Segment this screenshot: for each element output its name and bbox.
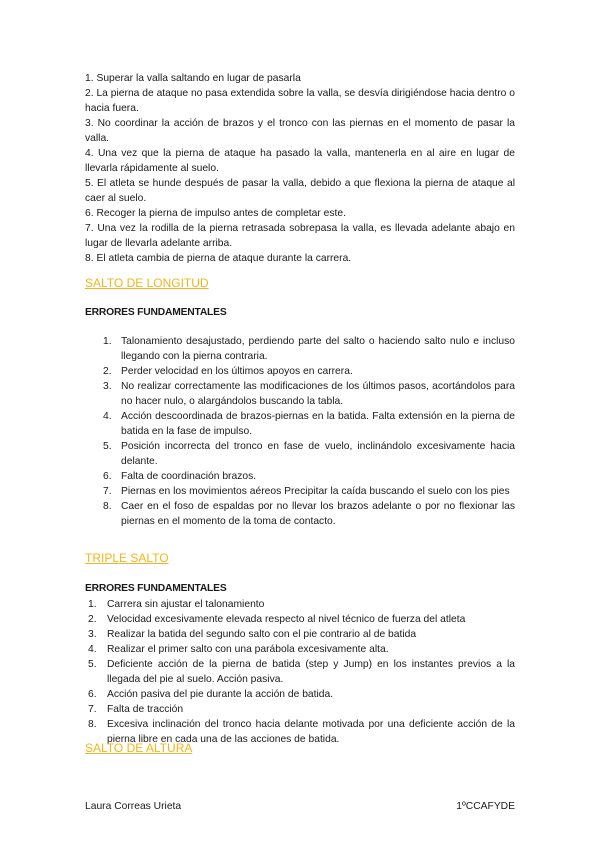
- list-number: 3.: [103, 381, 112, 392]
- list-number: 4.: [103, 411, 112, 422]
- list-item: 5. El atleta se hunde después de pasar la valla, debido a que flexiona la pierna de ataque al caer al suelo.: [85, 178, 515, 204]
- list-item: [85, 597, 515, 612]
- list-item-text: Excesiva inclinación del tronco hacia delante motivada por una deficiente acción de la pierna libre en cada una de las acciones de batida.: [107, 719, 515, 745]
- list-item-text: Talonamiento desajustado, perdiendo parte del salto o haciendo salto nulo e incluso llegando con la pierna contraria.: [121, 336, 515, 362]
- list-item-text: Falta de coordinación brazos.: [121, 471, 257, 482]
- list-item: [103, 439, 515, 469]
- longitud-error-list: [103, 334, 515, 529]
- list-item: 7. Una vez la rodilla de la pierna retrasada sobrepasa la valla, es llevada adelante abajo en lugar de llevarla adelante arriba.: [85, 223, 515, 249]
- list-number: 1.: [103, 336, 112, 347]
- list-number: 6.: [88, 689, 97, 700]
- list-item-text: Realizar la batida del segundo salto con el pie contrario al de batida: [107, 629, 417, 640]
- list-item-text: Acción pasiva del pie durante la acción de batida.: [107, 689, 334, 700]
- list-item-text: Piernas en los movimientos aéreos Precipitar la caída buscando el suelo con los pies: [121, 486, 510, 497]
- triple-error-list: [85, 597, 515, 747]
- list-item: [85, 642, 515, 657]
- footer-course: 1ºCCAFYDE: [456, 801, 515, 812]
- list-item: [103, 334, 515, 364]
- section-title-triple-salto: TRIPLE SALTO: [85, 551, 169, 565]
- list-item: [103, 409, 515, 439]
- list-item: 1. Superar la valla saltando en lugar de pasarla: [85, 73, 301, 84]
- list-item-text: Carrera sin ajustar el talonamiento: [107, 599, 265, 610]
- list-number: 4.: [88, 644, 97, 655]
- list-item-text: Acción descoordinada de brazos-piernas en la batida. Falta extensión en la pierna de batida en la fase de impulso.: [121, 411, 515, 437]
- list-item: [85, 687, 515, 702]
- list-item-text: No realizar correctamente las modificaciones de los últimos pasos, acortándolos para no hacer nulo, o alargándolos buscando la tabla.: [121, 381, 515, 407]
- list-number: 5.: [88, 659, 97, 670]
- list-item: [103, 484, 515, 499]
- first-error-list: [85, 71, 515, 266]
- list-item-text: Velocidad excesivamente elevada respecto al nivel técnico de fuerza del atleta: [107, 614, 466, 625]
- section-subtitle-errores: ERRORES FUNDAMENTALES: [85, 583, 227, 594]
- list-item-text: Realizar el primer salto con una parábola excesivamente alta.: [107, 644, 389, 655]
- list-item: [85, 657, 515, 687]
- list-number: 3.: [88, 629, 97, 640]
- list-item: 6. Recoger la pierna de impulso antes de completar este.: [85, 208, 347, 219]
- footer-author: Laura Correas Urieta: [85, 801, 182, 812]
- list-item-text: Falta de tracción: [107, 704, 184, 715]
- list-item-text: Perder velocidad en los últimos apoyos en carrera.: [121, 366, 353, 377]
- list-number: 8.: [88, 719, 97, 730]
- list-item: [85, 612, 515, 627]
- section-title-salto-altura: SALTO DE ALTURA: [85, 741, 193, 755]
- list-number: 8.: [103, 501, 112, 512]
- list-number: 7.: [103, 486, 112, 497]
- list-item-text: Posición incorrecta del tronco en fase de vuelo, inclinándolo excesivamente hacia delante.: [121, 441, 515, 467]
- list-item-text: Deficiente acción de la pierna de batida (step y Jump) en los instantes previos a la llegada del pie al suelo. Acción pasiva.: [107, 659, 515, 685]
- list-item: [103, 379, 515, 409]
- section-subtitle-errores: ERRORES FUNDAMENTALES: [85, 307, 227, 318]
- list-item: 8. El atleta cambia de pierna de ataque durante la carrera.: [85, 253, 352, 264]
- list-number: 6.: [103, 471, 112, 482]
- list-number: 5.: [103, 441, 112, 452]
- section-title-salto-longitud: SALTO DE LONGITUD: [85, 276, 209, 290]
- list-item: [85, 627, 515, 642]
- list-item: [103, 364, 515, 379]
- list-number: 1.: [88, 599, 97, 610]
- list-item-text: Caer en el foso de espaldas por no llevar los brazos adelante o por no flexionar las piernas en el momento de la toma de contacto.: [121, 501, 515, 527]
- list-item: 3. No coordinar la acción de brazos y el tronco con las piernas en el momento de pasar la valla.: [85, 118, 515, 144]
- list-item: [103, 469, 515, 484]
- list-number: 2.: [103, 366, 112, 377]
- list-item: 4. Una vez que la pierna de ataque ha pasado la valla, mantenerla en al aire en lugar de llevarla rápidamente al suelo.: [85, 148, 515, 174]
- list-item: [103, 499, 515, 529]
- list-item: [85, 702, 515, 717]
- list-number: 2.: [88, 614, 97, 625]
- list-item: 2. La pierna de ataque no pasa extendida sobre la valla, se desvía dirigiéndose hacia dentro o hacia fuera.: [85, 88, 515, 114]
- list-number: 7.: [88, 704, 97, 715]
